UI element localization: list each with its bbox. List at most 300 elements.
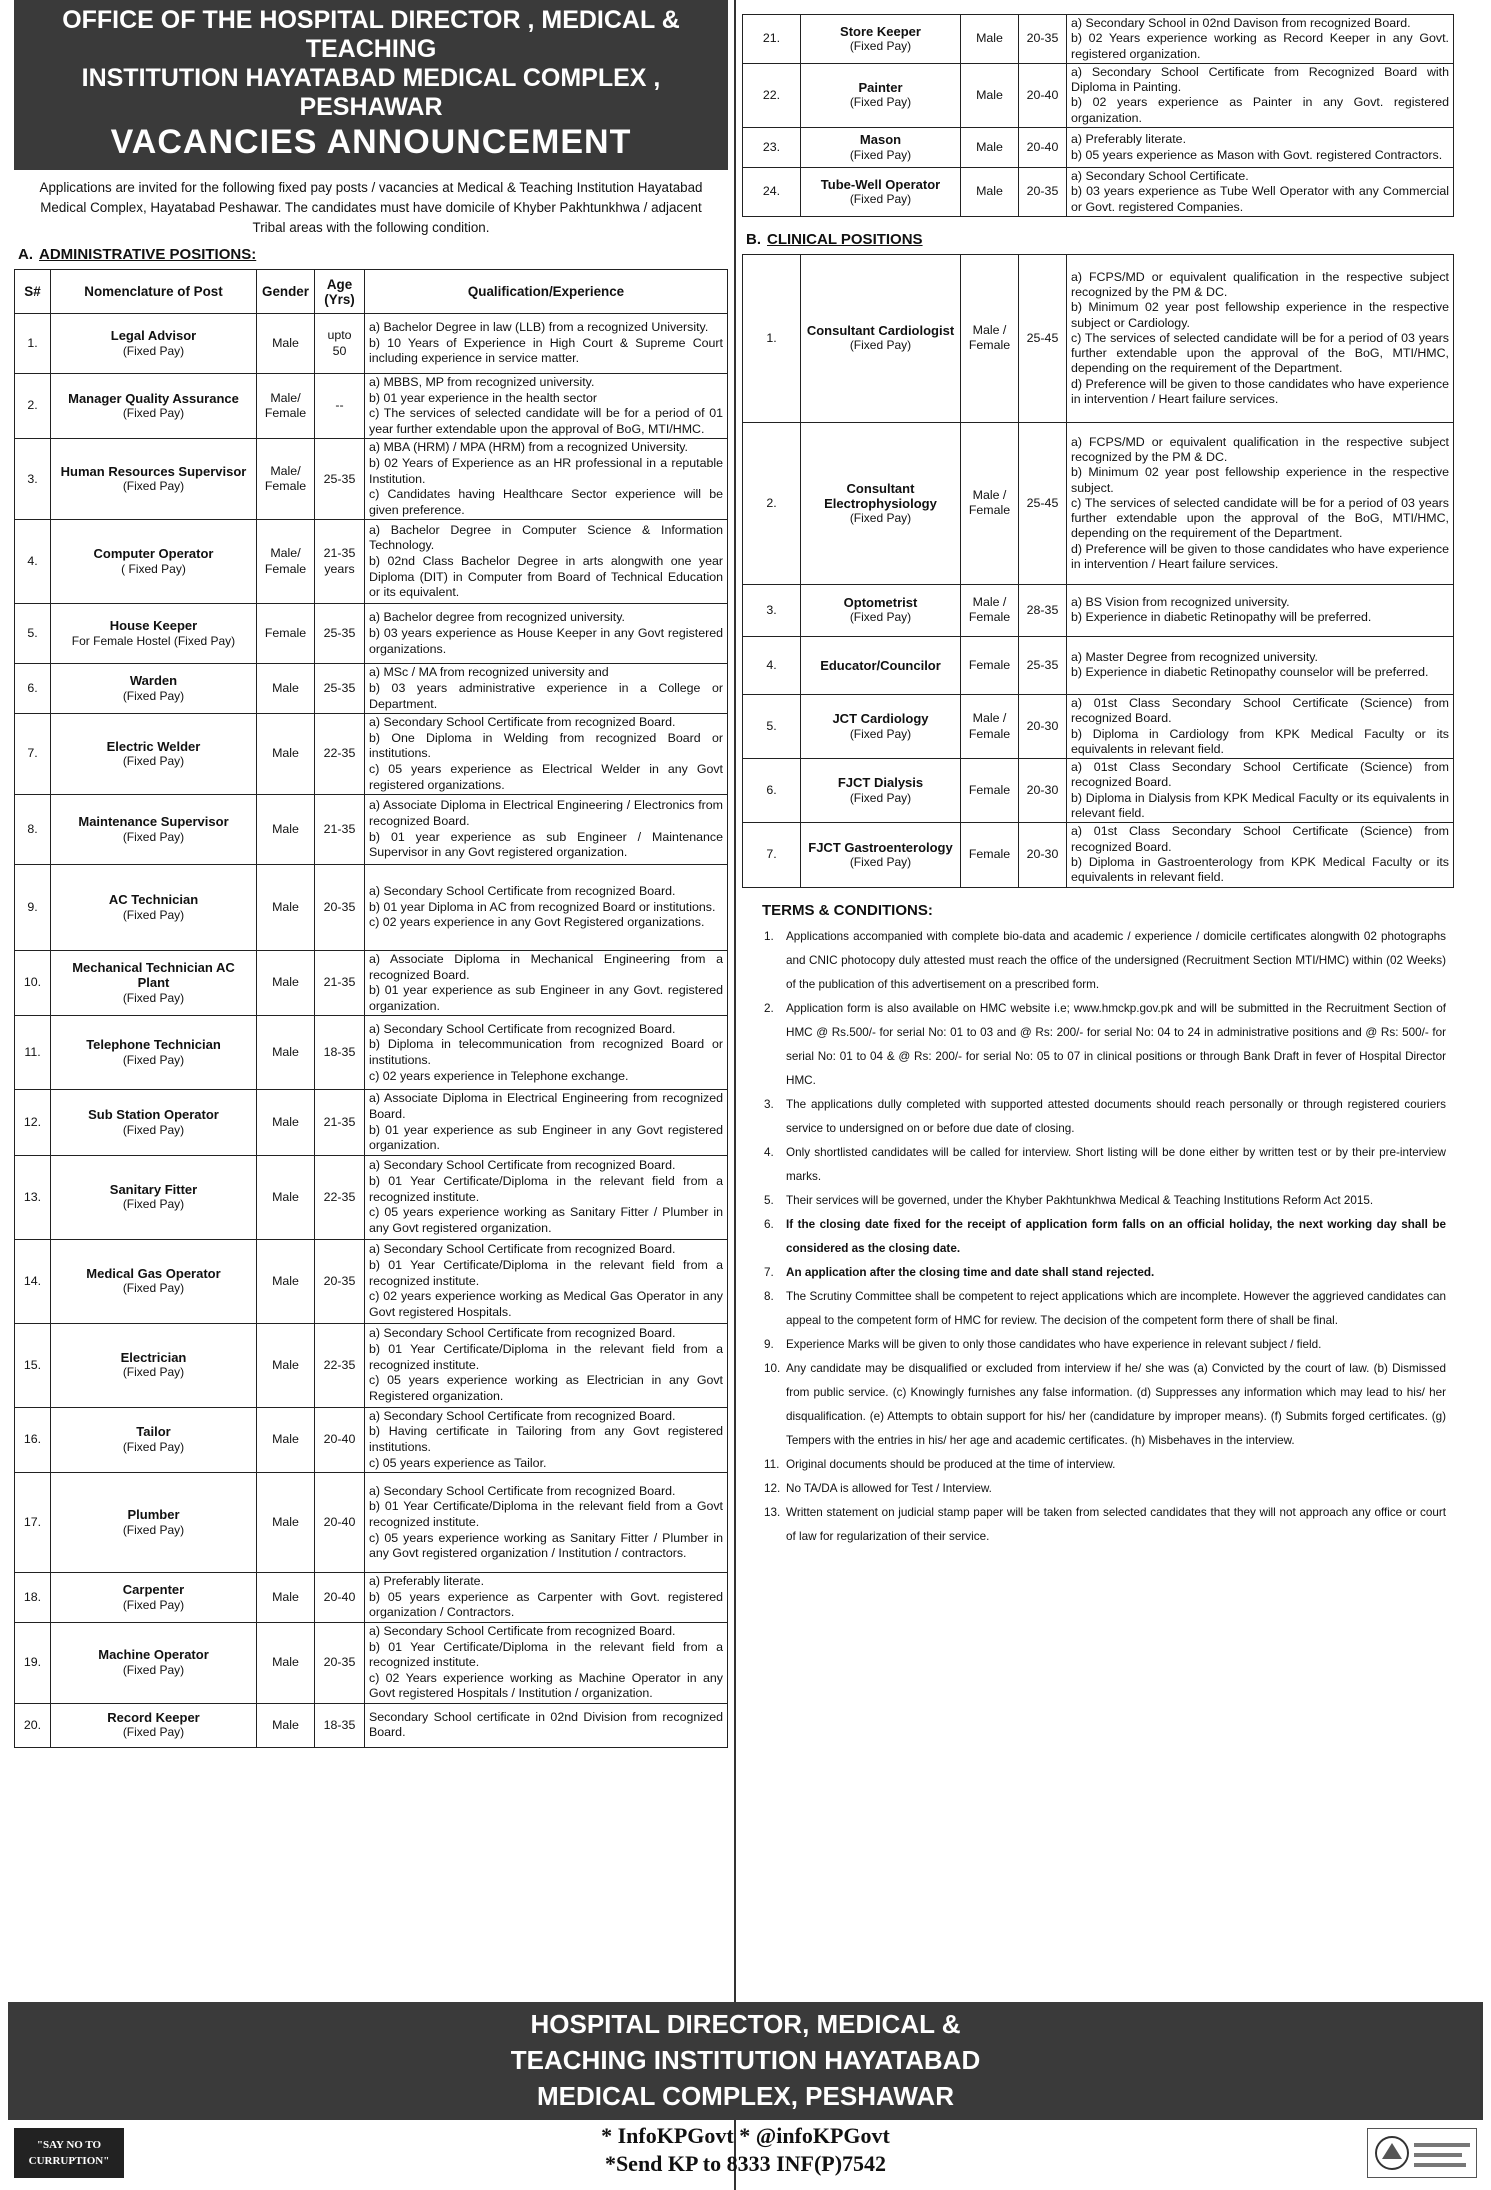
post-cell [51,374,257,439]
post-cell [801,823,961,887]
qualification-line: b) Minimum 02 year post fellowship experience in the respective subject. [1071,465,1449,495]
table-row [15,1155,728,1239]
qualification-line: a) BS Vision from recognized university. [1071,595,1290,610]
qualification-line: a) Associate Diploma in Mechanical Engineering from a recognized Board. [369,952,723,982]
qualification-line: b) 01 year experience as sub Engineer in any Govt registered organization. [369,1122,723,1153]
terms-item [764,1141,1446,1189]
post-cell [801,63,961,127]
qualification-line: a) MSc / MA from recognized university and [369,665,609,680]
qualification-line: b) Having certificate in Tailoring from any Govt registered institutions. [369,1424,723,1455]
qualification-cell [365,1155,728,1239]
administrative-positions-table [14,269,728,1748]
table-row [15,604,728,664]
gender: Male/ Female [257,520,315,604]
qualification-line: b) Experience in diabetic Retinopathy counselor will be preferred. [1071,665,1429,680]
qualification-cell [365,1239,728,1323]
gender: Male [257,951,315,1016]
qualification-line: c) 05 years experience as Electrical Welder in any Govt registered organizations. [369,761,723,792]
serial-number: 5. [743,694,801,758]
table-row [15,795,728,865]
gender: Male [961,128,1019,168]
pay-type: (Fixed Pay) [849,147,912,162]
qualification-line: b) 02 years experience as Painter in any Govt. registered organization. [1071,95,1449,125]
table-row [15,520,728,604]
qualification-line: a) Master Degree from recognized university. [1071,650,1318,665]
pay-type: (Fixed Pay) [122,1122,185,1137]
age-range: 20-35 [315,865,365,951]
qualification-cell [365,1623,728,1704]
corruption-line1: "SAY NO TO [36,2139,102,2151]
age-range: 22-35 [315,1323,365,1407]
age-range: 20-30 [1019,759,1067,823]
serial-number: 18. [15,1573,51,1623]
serial-number: 5. [15,604,51,664]
terms-item [764,1189,1446,1213]
serial-number: 19. [15,1623,51,1704]
qualification-line: b) 10 Years of Experience in High Court & Supreme Court including experience in service matter. [369,335,723,366]
table-row [15,664,728,714]
qualification-line: b) 05 years experience as Mason with Govt. registered Contractors. [1071,147,1443,162]
left-column [14,0,728,2190]
col-header-post: Nomenclature of Post [51,270,257,314]
qualification-line: b) 01 Year Certificate/Diploma in the relevant field from a recognized institute. [369,1173,723,1204]
post-cell [801,694,961,758]
pay-type: (Fixed Pay) [849,95,912,110]
qualification-line: b) 01 year experience in the health sector [369,390,597,405]
qualification-line: a) Associate Diploma in Electrical Engineering from recognized Board. [369,1091,723,1122]
office-title-line1: OFFICE OF THE HOSPITAL DIRECTOR , MEDICAL & TEACHING [62,6,680,63]
section-b-letter: B. [746,230,761,248]
terms-item-number: 6. [764,1217,774,1231]
qualification-line: a) Bachelor degree from recognized university. [369,610,625,625]
post-name: Sanitary Fitter [109,1181,198,1197]
age-range: 20-40 [315,1473,365,1573]
qualification-line: c) 05 years experience working as Sanitary Fitter / Plumber in any Govt registered organization / Institution / contractors. [369,1530,723,1561]
col-header-age: Age (Yrs) [315,270,365,314]
qualification-line: a) Bachelor Degree in law (LLB) from a recognized University. [369,320,709,335]
qualification-line: b) Diploma in Cardiology from KPK Medical Faculty or its equivalents in relevant field. [1071,726,1449,756]
qualification-line: b) 01 Year Certificate/Diploma in the relevant field from a recognized institute. [369,1639,723,1670]
table-row [15,1090,728,1155]
section-a-letter: A. [18,246,33,263]
age-range: 20-35 [315,1239,365,1323]
right-column [742,0,1454,2190]
age-range: upto 50 [315,314,365,374]
terms-item-text: Application form is also available on HMC website i.e; www.hmckp.gov.pk and will be submitted in the Recruitment Section of HMC @ Rs.500/- for serial No: 01 to 03 and @ Rs: 200/- for serial No: 04 to 24 in administrative positions and @ Rs: 500/- for serial No: 01 to 04 & @ Rs: 200/- for serial No: 05 to 07 in clinical positions or through Bank Draft in fever of Hospital Director HMC. [786,1001,1446,1087]
table-row [743,694,1454,758]
qualification-line: b) 02 Years experience working as Record Keeper in any Govt. registered organization. [1071,31,1449,61]
table-row [743,254,1454,422]
terms-item [764,1501,1446,1549]
post-name: Warden [129,673,178,689]
post-name: Mechanical Technician AC Plant [72,959,235,991]
post-name: AC Technician [108,892,199,907]
age-range: 21-35 [315,795,365,865]
age-range: 25-35 [315,604,365,664]
pay-type: (Fixed Pay) [849,610,912,625]
qualification-line: a) Secondary School Certificate from recognized Board. [369,884,676,899]
post-name: Electrician [120,1349,187,1365]
gender: Male [257,1016,315,1090]
qualification-line: b) Minimum 02 year post fellowship experience in the respective subject or Cardiology. [1071,300,1449,330]
age-range: 22-35 [315,714,365,795]
post-cell [801,128,961,168]
post-name: Mason [859,132,902,148]
qualification-line: a) Preferably literate. [369,1574,485,1589]
terms-item [764,1213,1446,1261]
col-header-qualification: Qualification/Experience [365,270,728,314]
qualification-line: a) MBBS, MP from recognized university. [369,375,595,389]
pay-type: (Fixed Pay) [122,1440,185,1455]
table-header-row [15,270,728,314]
qualification-line: b) 01 Year Certificate/Diploma in the relevant field from a recognized institute. [369,1257,723,1288]
age-range: 22-35 [315,1155,365,1239]
qualification-line: b) 01 Year Certificate/Diploma in the relevant field from a recognized institute. [369,1341,723,1372]
pay-type: (Fixed Pay) [122,1365,185,1380]
terms-item [764,925,1446,997]
qualification-line: b) 03 years experience as House Keeper in any Govt registered organizations. [369,626,723,656]
gender: Male [257,1090,315,1155]
section-b-title: CLINICAL POSITIONS [767,230,923,248]
pay-type: (Fixed Pay) [122,1725,185,1740]
signatory-line3: MEDICAL COMPLEX, PESHAWAR [536,2081,954,2111]
qualification-line: a) 01st Class Secondary School Certificate (Science) from recognized Board. [1071,824,1449,854]
qualification-line: b) Diploma in Gastroenterology from KPK Medical Faculty or its equivalents in relevant field. [1071,854,1449,885]
pay-type: (Fixed Pay) [122,1197,185,1212]
terms-item-text: Only shortlisted candidates will be called for interview. Short listing will be done either by written test or by their pre-interview marks. [786,1145,1446,1183]
pay-type: (Fixed Pay) [122,907,185,922]
post-cell [51,1323,257,1407]
serial-number: 3. [743,584,801,636]
qualification-line: a) FCPS/MD or equivalent qualification in the respective subject recognized by the PM & DC. [1071,434,1449,464]
post-cell [51,1090,257,1155]
terms-item-number: 8. [764,1289,774,1303]
serial-number: 14. [15,1239,51,1323]
serial-number: 2. [743,422,801,584]
post-cell [801,636,961,694]
post-cell [51,1407,257,1472]
serial-number: 1. [743,254,801,422]
serial-number: 6. [743,759,801,823]
qualification-line: b) 03 years administrative experience in a College or Department. [369,680,723,711]
gender: Male [257,664,315,714]
qualification-line: a) Preferably literate. [1071,132,1187,147]
qualification-cell [1067,759,1454,823]
pay-type: (Fixed Pay) [849,338,912,353]
post-cell [51,1016,257,1090]
serial-number: 7. [15,714,51,795]
table-row [15,374,728,439]
clinical-rows [743,254,1454,887]
terms-item-number: 1. [764,929,774,943]
table-row [743,759,1454,823]
terms-item-text: Their services will be governed, under the Khyber Pakhtunkhwa Medical & Teaching Institutions Reform Act 2015. [786,1193,1374,1207]
serial-number: 23. [743,128,801,168]
age-range: 20-40 [315,1573,365,1623]
gender: Male [257,1407,315,1472]
col-header-sno: S# [15,270,51,314]
serial-number: 21. [743,15,801,64]
post-cell [51,520,257,604]
gender: Male [257,1155,315,1239]
post-name: Consultant Cardiologist [806,323,955,339]
post-cell [801,422,961,584]
post-cell [51,951,257,1016]
gender: Male [257,1323,315,1407]
qualification-cell [1067,584,1454,636]
qualification-line: b) 05 years experience as Carpenter with Govt. registered organization / Contractors. [369,1589,723,1620]
qualification-line: a) Secondary School Certificate from recognized Board. [369,1408,676,1423]
terms-item [764,1093,1446,1141]
qualification-line: c) 05 years experience working as Electrician in any Govt Registered organization. [369,1373,723,1403]
qualification-cell [365,520,728,604]
qualification-line: a) Secondary School in 02nd Davison from recognized Board. [1071,16,1411,30]
serial-number: 16. [15,1407,51,1472]
post-cell [51,1473,257,1573]
terms-item-number: 2. [764,1001,774,1015]
age-range: 20-30 [1019,823,1067,887]
gender: Male [257,714,315,795]
qualification-line: b) 01 year experience as sub Engineer / Maintenance Supervisor in any Govt registered organization. [369,829,723,860]
qualification-line: a) Secondary School Certificate from recognized Board. [369,1158,676,1173]
table-row [15,1703,728,1747]
logo-graphic-icon [1368,2129,1476,2177]
table-row [743,128,1454,168]
post-name: Sub Station Operator [88,1107,219,1123]
signatory-line1: HOSPITAL DIRECTOR, MEDICAL & [530,2009,961,2039]
terms-item-number: 9. [764,1337,774,1351]
terms-item [764,1453,1446,1477]
header-band [14,0,728,170]
pay-type: (Fixed Pay) [122,1052,185,1067]
table-row [15,951,728,1016]
office-title-line2: INSTITUTION HAYATABAD MEDICAL COMPLEX , PESHAWAR [81,64,661,121]
post-name: Machine Operator [98,1647,209,1663]
gender: Male [257,1703,315,1747]
footer-bottom [8,2122,1483,2184]
qualification-line: b) Diploma in Dialysis from KPK Medical Faculty or its equivalents in relevant field. [1071,790,1449,821]
terms-item-text: Experience Marks will be given to only those candidates who have experience in relevant subject / field. [786,1337,1322,1351]
serial-number: 20. [15,1703,51,1747]
serial-number: 12. [15,1090,51,1155]
post-cell [51,1623,257,1704]
post-cell [51,604,257,664]
qualification-line: a) 01st Class Secondary School Certificate (Science) from recognized Board. [1071,695,1449,726]
qualification-cell [365,1407,728,1472]
serial-number: 6. [15,664,51,714]
qualification-cell [365,664,728,714]
gender: Male [961,15,1019,64]
gender: Female [257,604,315,664]
post-name: House Keeper [109,618,198,634]
age-range: 18-35 [315,1703,365,1747]
qualification-line: a) Secondary School Certificate. [1071,169,1249,184]
qualification-line: b) One Diploma in Welding from recognized Board or institutions. [369,730,723,761]
qualification-line: a) Secondary School Certificate from recognized Board. [369,715,676,730]
serial-number: 17. [15,1473,51,1573]
gender: Male/ Female [257,439,315,520]
terms-item-number: 5. [764,1193,774,1207]
terms-item [764,1285,1446,1333]
qualification-cell [365,439,728,520]
qualification-cell [365,795,728,865]
serial-number: 15. [15,1323,51,1407]
pay-type: (Fixed Pay) [849,38,912,53]
section-a-title: ADMINISTRATIVE POSITIONS: [39,246,257,263]
table-row [743,63,1454,127]
terms-item-number: 10. [764,1361,781,1375]
qualification-cell [1067,254,1454,422]
qualification-cell [365,604,728,664]
terms-item [764,1477,1446,1501]
terms-item-number: 13. [764,1505,781,1519]
section-a-heading [14,244,728,269]
administrative-positions-table-continued [742,14,1454,217]
post-name: Consultant Electrophysiology [824,480,937,511]
qualification-line: c) 02 years experience in any Govt Registered organizations. [369,915,705,930]
terms-item-text: Original documents should be produced at the time of interview. [786,1457,1116,1471]
serial-number: 9. [15,865,51,951]
pay-type: (Fixed Pay) [122,754,185,769]
table-row [15,1473,728,1573]
post-cell [51,795,257,865]
post-cell [801,584,961,636]
post-name: Legal Advisor [110,327,197,343]
table-row [15,1623,728,1704]
table-row [15,714,728,795]
age-range: 20-35 [1019,15,1067,64]
gender: Male [257,1573,315,1623]
qualification-cell [1067,636,1454,694]
serial-number: 7. [743,823,801,887]
qualification-line: b) 02nd Class Bachelor Degree in arts alongwith one year Diploma (DIT) in Computer from Board of Technical Education or its equivalent. [369,554,723,600]
table-row [743,636,1454,694]
age-range: 21-35 [315,1090,365,1155]
post-cell [51,714,257,795]
post-name: FJCT Dialysis [837,775,924,791]
table-row [15,439,728,520]
age-range: 28-35 [1019,584,1067,636]
qualification-cell [365,1703,728,1747]
post-name: Tube-Well Operator [820,176,941,192]
terms-item-text: The applications dully completed with supported attested documents should reach personally or through registered couriers service to undersigned on or before due date of closing. [786,1097,1446,1135]
qualification-line: d) Preference will be given to those candidates who have experience in intervention / Heart failure services. [1071,541,1449,571]
qualification-cell [365,1016,728,1090]
qualification-line: b) 03 years experience as Tube Well Operator with any Commercial or Govt. registered Companies. [1071,184,1449,214]
qualification-line: Secondary School certificate in 02nd Division from recognized Board. [369,1709,723,1740]
qualification-line: a) Associate Diploma in Electrical Engineering / Electronics from recognized Board. [369,798,723,828]
qualification-cell [365,1573,728,1623]
age-range: 20-35 [315,1623,365,1704]
corruption-line2: CURRUPTION" [28,2155,110,2167]
gender: Male [257,1473,315,1573]
qualification-cell [1067,694,1454,758]
serial-number: 13. [15,1155,51,1239]
table-row [743,422,1454,584]
age-range: 20-30 [1019,694,1067,758]
gender: Male / Female [961,422,1019,584]
pay-type: For Female Hostel (Fixed Pay) [71,633,236,648]
qualification-line: c) The services of selected candidate will be for a period of 01 year further extendable upon the approval of BoG, MTI/HMC. [369,406,723,436]
age-range: -- [315,374,365,439]
pay-type: (Fixed Pay) [122,688,185,703]
post-name: Store Keeper [840,23,921,39]
qualification-line: a) FCPS/MD or equivalent qualification in the respective subject recognized by the PM & DC. [1071,269,1449,299]
terms-item-number: 11. [764,1457,780,1471]
qualification-cell [365,1090,728,1155]
qualification-cell [365,1473,728,1573]
contact-info [138,2122,1353,2178]
post-name: Computer Operator [93,546,214,562]
terms-item-text: Written statement on judicial stamp paper will be taken from selected candidates that they will not approach any office or court of law for regularization of their service. [786,1505,1446,1543]
terms-item-number: 12. [764,1481,781,1495]
qualification-line: c) 05 years experience as Tailor. [369,1455,547,1470]
qualification-cell [365,865,728,951]
contact-line2: *Send KP to 8333 INF(P)7542 [604,2151,887,2176]
signatory-line2: TEACHING INSTITUTION HAYATABAD [510,2045,981,2075]
post-cell [51,1155,257,1239]
serial-number: 24. [743,168,801,217]
terms-item [764,997,1446,1093]
terms-item [764,1261,1446,1285]
intro-paragraph: Applications are invited for the following fixed pay posts / vacancies at Medical & Teaching Institution Hayatabad Medical Complex, Hayatabad Peshawar. The candidates must have domicile of Khyber Pakhtunkhwa / adjacent Tribal areas with the following condition. [39,180,703,235]
table-row [743,584,1454,636]
col-header-gender: Gender [257,270,315,314]
post-cell [801,254,961,422]
table-row [743,823,1454,887]
qualification-line: a) MBA (HRM) / MPA (HRM) from a recognized University. [369,440,688,455]
qualification-line: b) Experience in diabetic Retinopathy will be preferred. [1071,610,1372,625]
say-no-to-corruption-badge [14,2128,124,2178]
post-name: Optometrist [843,595,918,611]
section-b-heading [742,217,1454,254]
gender: Female [961,759,1019,823]
age-range: 25-35 [1019,636,1067,694]
pay-type: (Fixed Pay) [849,511,912,526]
qualification-line: a) 01st Class Secondary School Certificate (Science) from recognized Board. [1071,760,1449,790]
post-name: Medical Gas Operator [86,1265,221,1281]
signatory-band [8,2002,1483,2120]
qualification-line: a) Secondary School Certificate from recognized Board. [369,1326,676,1341]
qualification-cell [1067,15,1454,64]
qualification-cell [365,374,728,439]
table-row [15,1573,728,1623]
post-name: Maintenance Supervisor [78,814,229,829]
post-name: Plumber [127,1507,180,1523]
gender: Male / Female [961,584,1019,636]
pay-type: (Fixed Pay) [849,790,912,805]
serial-number: 4. [15,520,51,604]
gender: Male / Female [961,694,1019,758]
administrative-rows [15,314,728,1748]
qualification-cell [365,714,728,795]
post-name: FJCT Gastroenterology [808,839,953,855]
gender: Male / Female [961,254,1019,422]
age-range: 20-40 [1019,63,1067,127]
serial-number: 11. [15,1016,51,1090]
column-divider [734,0,736,2190]
qualification-line: a) Secondary School Certificate from recognized Board. [369,1242,676,1257]
table-row [15,314,728,374]
pay-type: (Fixed Pay) [122,343,185,358]
age-range: 21-35 [315,951,365,1016]
terms-item-number: 7. [764,1265,774,1279]
age-range: 18-35 [315,1016,365,1090]
qualification-cell [365,1323,728,1407]
qualification-line: c) The services of selected candidate will be for a period of 03 years further extendable upon the approval of the BoG, MTI/HMC, depending on the requirement of the Department. [1071,495,1449,541]
post-cell [51,1239,257,1323]
qualification-line: a) Secondary School Certificate from recognized Board. [369,1483,676,1498]
